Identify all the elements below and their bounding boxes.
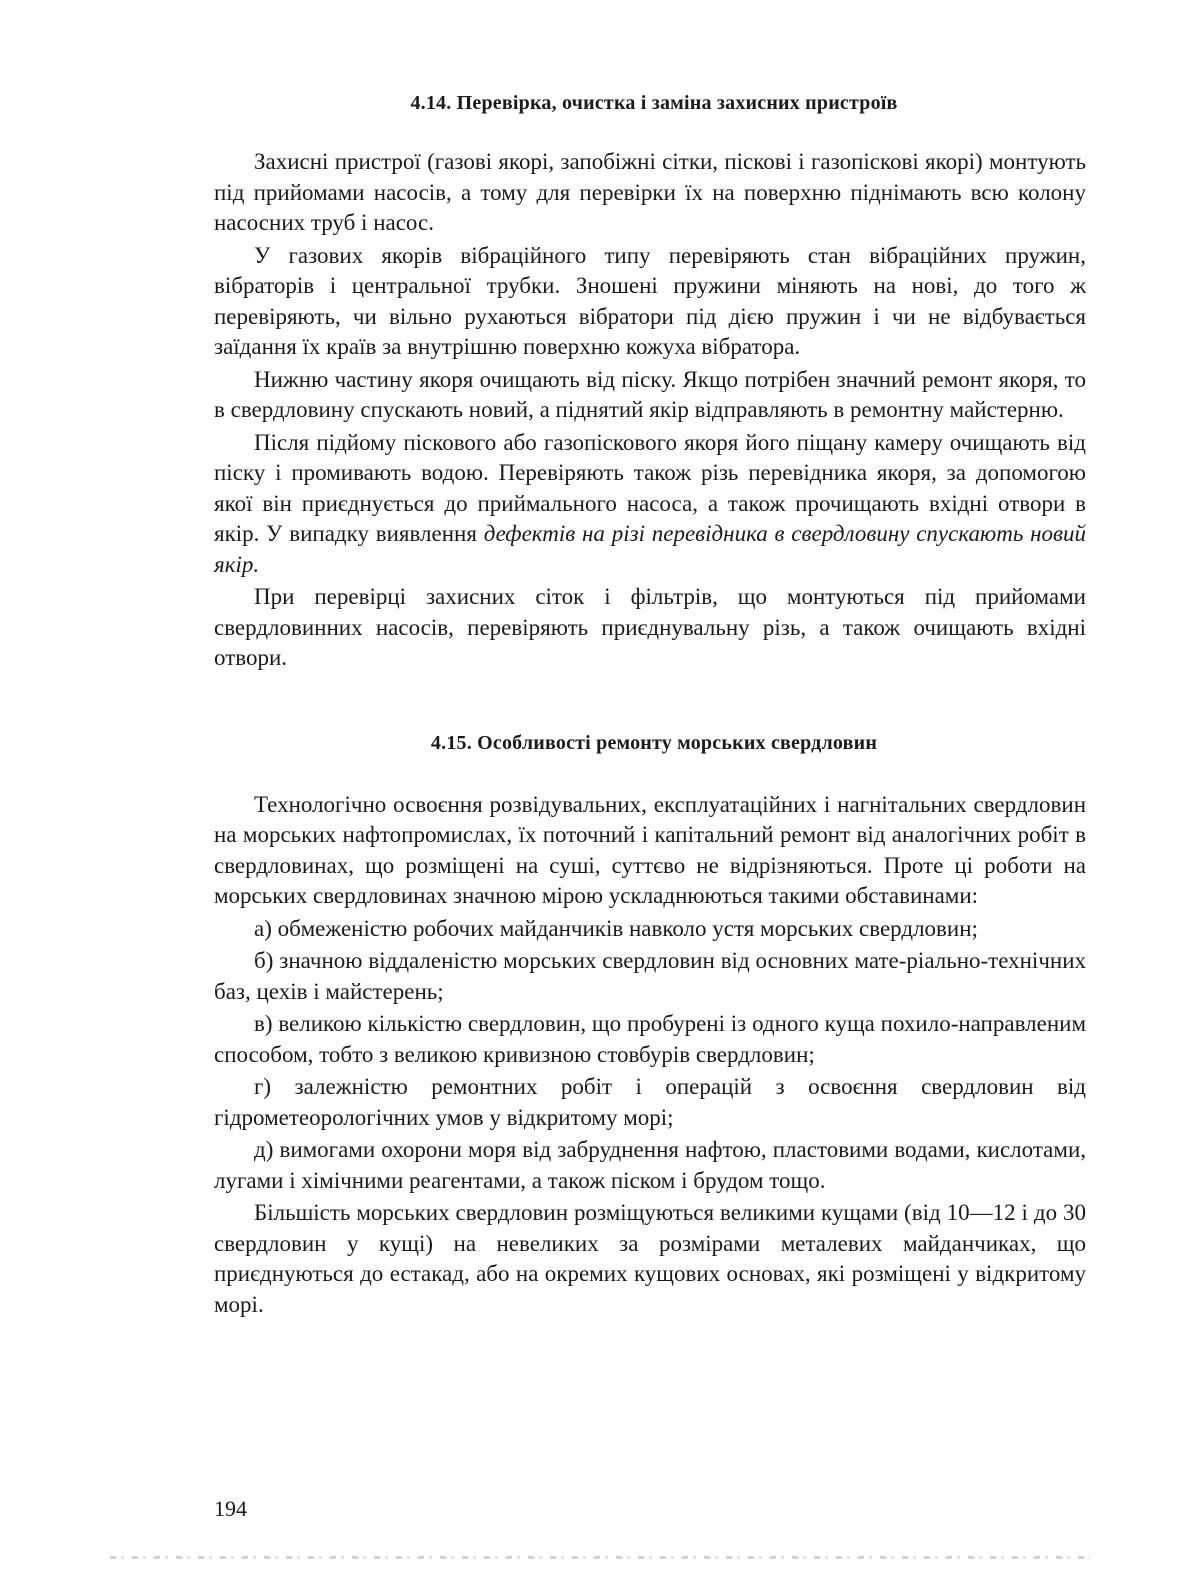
paragraph: Технологічно освоєння розвідувальних, експлуатаційних і нагнітальних свердловин на морських нафтопромислах, їх поточний і капітальний ремонт від аналогічних робіт в свердловинах, що розміщені на суші, суттєво не відрізняються. Проте ці роботи на морських свердловинах значною мірою ускладнюються такими обставинами:	[214, 791, 1086, 908]
page-content	[214, 92, 1086, 1322]
list-item-a: а) обмеженістю робочих майданчиків навколо устя морських свердловин;	[254, 915, 978, 941]
paragraph-text: Після підйому піскового або газопіскового якоря його піщану камеру очищають від піску і промивають водою. Перевіряють також різь перевідника якоря, за допомогою якої він приєднується до приймального насоса, а також прочищають вхідні отвори в якір. У випадку виявлення	[214, 429, 1086, 546]
paragraph: У газових якорів вібраційного типу перевіряють стан вібраційних пружин, вібраторів і центральної трубки. Зношені пружини міняють на нові, до того ж перевіряють, чи вільно рухаються вібратори під дією пружин і чи не відбувається заїдання їх країв за внутрішню поверхню кожуха вібратора.	[214, 242, 1086, 359]
paragraph	[214, 428, 1086, 581]
paragraph-italic-text: дефектів на різі перевідника в свердловину спускають новий якір.	[214, 521, 1086, 577]
scan-artifact-line	[110, 1556, 1090, 1559]
list-item-d: г) залежністю ремонтних робіт і операцій з освоєння свердловин від гідрометеорологічних умов у відкритому морі;	[214, 1074, 1086, 1130]
list-item-b: б) значною віддаленістю морських свердловин від основних мате-ріально-технічних баз, цехів і майстерень;	[214, 948, 1086, 1004]
section-heading-4-15: 4.15. Особливості ремонту морських свердловин	[430, 731, 878, 754]
section-heading-4-14: 4.14. Перевірка, очистка і заміна захисних пристроїв	[410, 92, 898, 114]
list-item-e: д) вимогами охорони моря від забруднення нафтою, пластовими водами, кислотами, лугами і хімічними реагентами, а також піском і брудом тощо.	[214, 1137, 1086, 1193]
paragraph: Більшість морських свердловин розміщуються великими кущами (від 10—12 і до 30 свердловин у кущі) на невеликих за розмірами металевих майданчиках, що приєднуються до естакад, або на окремих кущових основах, які розміщені у відкритому морі.	[214, 1200, 1086, 1317]
paragraph: Нижню частину якоря очищають від піску. Якщо потрібен значний ремонт якоря, то в свердловину спускають новий, а піднятий якір відправляють в ремонтну майстерню.	[214, 366, 1086, 422]
list-item-c: в) великою кількістю свердловин, що пробурені із одного куща похило-направленим способом, тобто з великою кривизною стовбурів свердловин;	[214, 1011, 1086, 1067]
page-number: 194	[214, 1496, 247, 1521]
paragraph: При перевірці захисних сіток і фільтрів, що монтуються під прийомами свердловинних насосів, перевіряють приєднувальну різь, а також очищають вхідні отвори.	[214, 584, 1086, 670]
paragraph: Захисні пристрої (газові якорі, запобіжні сітки, піскові і газопіскові якорі) монтують під прийомами насосів, а тому для перевірки їх на поверхню піднімають всю колону насосних труб і насос.	[214, 149, 1086, 235]
